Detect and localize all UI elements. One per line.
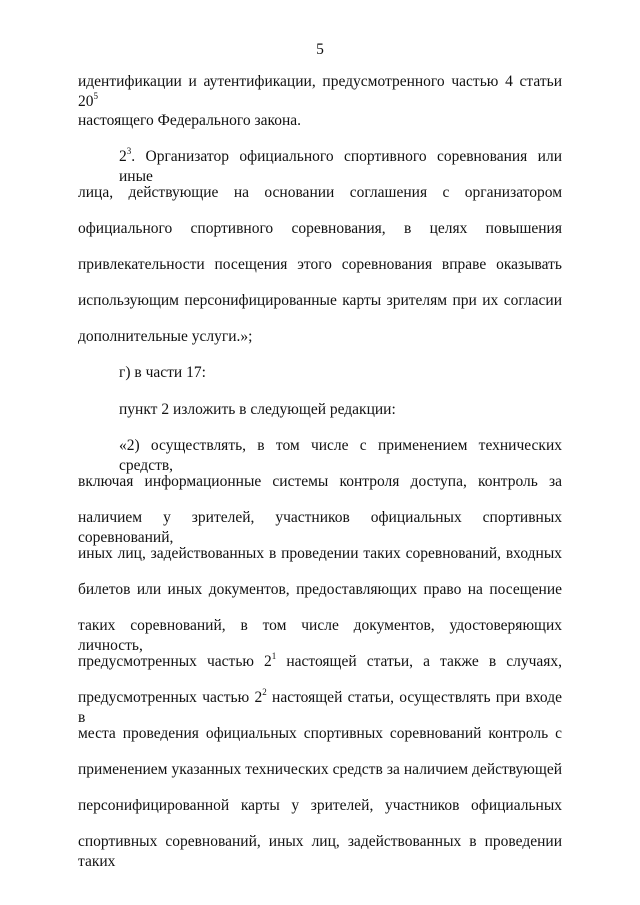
page-number: 5: [316, 41, 324, 58]
paragraph-start-line: $2^3$. Организатор официального спортивного соревнования или иные: [119, 145, 562, 185]
text-line: дополнительные услуги.»;: [78, 328, 253, 345]
text-line: предусмотренных частью $2^1$ настоящей статьи, а также в случаях,: [78, 650, 562, 670]
text-line: наличием у зрителей, участников официальных спортивных соревнований,: [78, 509, 562, 546]
text-line: использующим персонифицированные карты зрителям при их согласии: [78, 292, 562, 309]
paragraph-start-line: пункт 2 изложить в следующей редакции:: [119, 401, 396, 418]
text-line: лица, действующие на основании соглашения с организатором: [78, 184, 562, 201]
text-line: иных лиц, задействованных в проведении таких соревнований, входных: [78, 545, 562, 562]
paragraph-start-line: «2) осуществлять, в том числе с применением технических средств,: [119, 437, 562, 474]
text-line: места проведения официальных спортивных соревнований контроль с: [78, 725, 562, 742]
text-line: включая информационные системы контроля доступа, контроль за: [78, 473, 562, 490]
text-line: идентификации и аутентификации, предусмотренного частью 4 статьи $20^5$: [78, 73, 562, 110]
text-line: спортивных соревнований, иных лиц, задействованных в проведении таких: [78, 833, 562, 870]
text-line: предусмотренных частью $2^2$ настоящей статьи, осуществлять при входе в: [78, 686, 562, 726]
text-line: привлекательности посещения этого соревнования вправе оказывать: [78, 256, 562, 273]
text-line: настоящего Федерального закона.: [78, 112, 302, 129]
text-line: официального спортивного соревнования, в целях повышения: [78, 220, 562, 237]
text-line: применением указанных технических средств за наличием действующей: [78, 761, 562, 778]
text-line: таких соревнований, в том числе документов, удостоверяющих личность,: [78, 617, 562, 654]
text-line: билетов или иных документов, предоставляющих право на посещение: [78, 581, 562, 598]
text-line: персонифицированной карты у зрителей, участников официальных: [78, 797, 562, 814]
paragraph-start-line: г) в части 17:: [119, 364, 206, 381]
